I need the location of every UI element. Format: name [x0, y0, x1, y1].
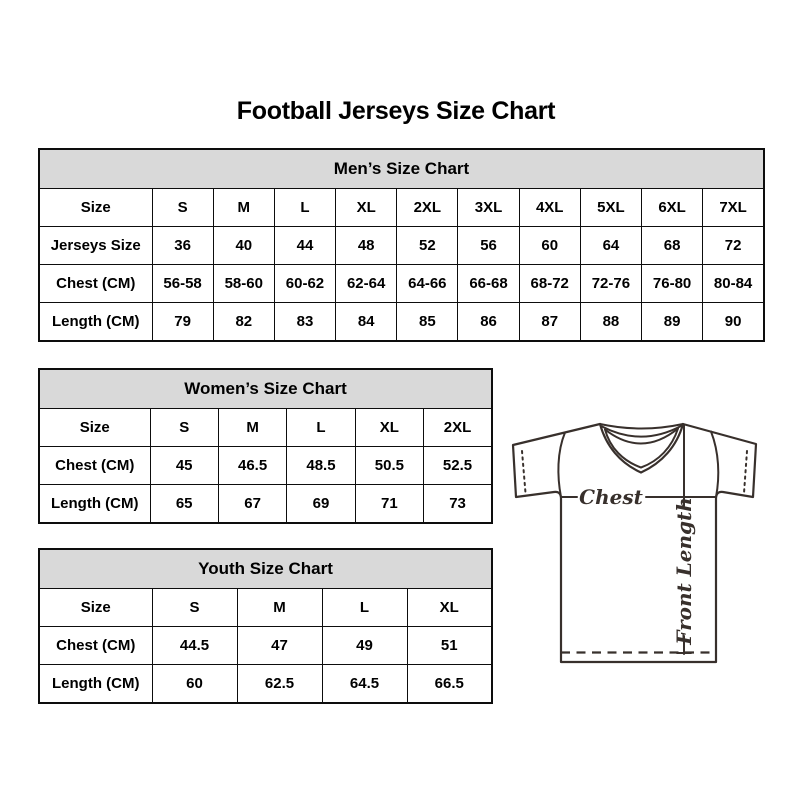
value-cell: 88 — [580, 303, 641, 342]
value-cell: 84 — [336, 303, 397, 342]
right-armhole-seam — [711, 432, 718, 498]
value-cell: 66-68 — [458, 265, 519, 303]
table-title-row — [39, 549, 492, 589]
value-cell: 86 — [458, 303, 519, 342]
value-cell: M — [237, 589, 322, 627]
value-cell: 72-76 — [580, 265, 641, 303]
row-header-cell: Chest (CM) — [39, 265, 152, 303]
row-header-cell: Size — [39, 409, 150, 447]
table-row — [39, 265, 764, 303]
value-cell: L — [322, 589, 407, 627]
value-cell: 50.5 — [355, 447, 423, 485]
value-cell: 82 — [213, 303, 274, 342]
mens-table-body — [39, 189, 764, 342]
table-row — [39, 485, 492, 524]
table-row — [39, 189, 764, 227]
chest-label: Chest — [579, 485, 643, 509]
value-cell: 56 — [458, 227, 519, 265]
row-header-cell: Length (CM) — [39, 665, 152, 704]
value-cell: 67 — [218, 485, 286, 524]
value-cell: XL — [407, 589, 492, 627]
row-header-cell: Chest (CM) — [39, 627, 152, 665]
row-header-cell: Jerseys Size — [39, 227, 152, 265]
vneck-inner-line — [605, 429, 678, 468]
row-header-cell: Length (CM) — [39, 485, 150, 524]
value-cell: 62.5 — [237, 665, 322, 704]
collar-top-line — [600, 424, 683, 429]
value-cell: L — [274, 189, 335, 227]
value-cell: 90 — [703, 303, 764, 342]
youth-size-table — [38, 548, 493, 704]
value-cell: 51 — [407, 627, 492, 665]
left-armhole-seam — [558, 433, 565, 498]
value-cell: XL — [355, 409, 423, 447]
value-cell: 52.5 — [424, 447, 492, 485]
jersey-measurement-diagram — [500, 400, 770, 690]
value-cell: 85 — [397, 303, 458, 342]
value-cell: 76-80 — [642, 265, 703, 303]
value-cell: 68 — [642, 227, 703, 265]
womens-size-table — [38, 368, 493, 524]
value-cell: 65 — [150, 485, 218, 524]
value-cell: 56-58 — [152, 265, 213, 303]
table-row — [39, 627, 492, 665]
value-cell: 64-66 — [397, 265, 458, 303]
value-cell: 6XL — [642, 189, 703, 227]
value-cell: 40 — [213, 227, 274, 265]
table-title-row — [39, 149, 764, 189]
value-cell: 4XL — [519, 189, 580, 227]
value-cell: 52 — [397, 227, 458, 265]
value-cell: 79 — [152, 303, 213, 342]
value-cell: 89 — [642, 303, 703, 342]
row-header-cell: Length (CM) — [39, 303, 152, 342]
value-cell: 68-72 — [519, 265, 580, 303]
value-cell: 48 — [336, 227, 397, 265]
value-cell: 69 — [287, 485, 355, 524]
table-row — [39, 589, 492, 627]
womens-table-title: Women’s Size Chart — [39, 369, 492, 409]
value-cell: 5XL — [580, 189, 641, 227]
value-cell: L — [287, 409, 355, 447]
youth-table-body — [39, 589, 492, 704]
value-cell: S — [150, 409, 218, 447]
value-cell: 2XL — [397, 189, 458, 227]
mens-size-table — [38, 148, 765, 342]
value-cell: 60 — [519, 227, 580, 265]
value-cell: 60 — [152, 665, 237, 704]
value-cell: S — [152, 189, 213, 227]
value-cell: 71 — [355, 485, 423, 524]
table-row — [39, 303, 764, 342]
value-cell: 80-84 — [703, 265, 764, 303]
value-cell: 45 — [150, 447, 218, 485]
value-cell: S — [152, 589, 237, 627]
left-cuff-stitch-dotted-line — [522, 451, 526, 493]
value-cell: 72 — [703, 227, 764, 265]
value-cell: 83 — [274, 303, 335, 342]
value-cell: 2XL — [424, 409, 492, 447]
value-cell: 7XL — [703, 189, 764, 227]
jersey-outline — [513, 424, 756, 662]
row-header-cell: Size — [39, 589, 152, 627]
value-cell: 36 — [152, 227, 213, 265]
value-cell: 62-64 — [336, 265, 397, 303]
value-cell: M — [213, 189, 274, 227]
value-cell: 44.5 — [152, 627, 237, 665]
value-cell: 87 — [519, 303, 580, 342]
table-row — [39, 227, 764, 265]
right-cuff-stitch-dotted-line — [744, 451, 747, 493]
youth-table-title: Youth Size Chart — [39, 549, 492, 589]
value-cell: M — [218, 409, 286, 447]
value-cell: 44 — [274, 227, 335, 265]
value-cell: 47 — [237, 627, 322, 665]
value-cell: 64 — [580, 227, 641, 265]
value-cell: 49 — [322, 627, 407, 665]
value-cell: 3XL — [458, 189, 519, 227]
table-title-row — [39, 369, 492, 409]
value-cell: 73 — [424, 485, 492, 524]
value-cell: 66.5 — [407, 665, 492, 704]
front-length-label: Front Length — [672, 497, 696, 645]
row-header-cell: Chest (CM) — [39, 447, 150, 485]
mens-table-title: Men’s Size Chart — [39, 149, 764, 189]
value-cell: 58-60 — [213, 265, 274, 303]
table-row — [39, 447, 492, 485]
value-cell: 46.5 — [218, 447, 286, 485]
table-row — [39, 665, 492, 704]
table-row — [39, 409, 492, 447]
page-title: Football Jerseys Size Chart — [236, 97, 556, 125]
value-cell: XL — [336, 189, 397, 227]
womens-table-body — [39, 409, 492, 524]
value-cell: 60-62 — [274, 265, 335, 303]
value-cell: 48.5 — [287, 447, 355, 485]
row-header-cell: Size — [39, 189, 152, 227]
value-cell: 64.5 — [322, 665, 407, 704]
